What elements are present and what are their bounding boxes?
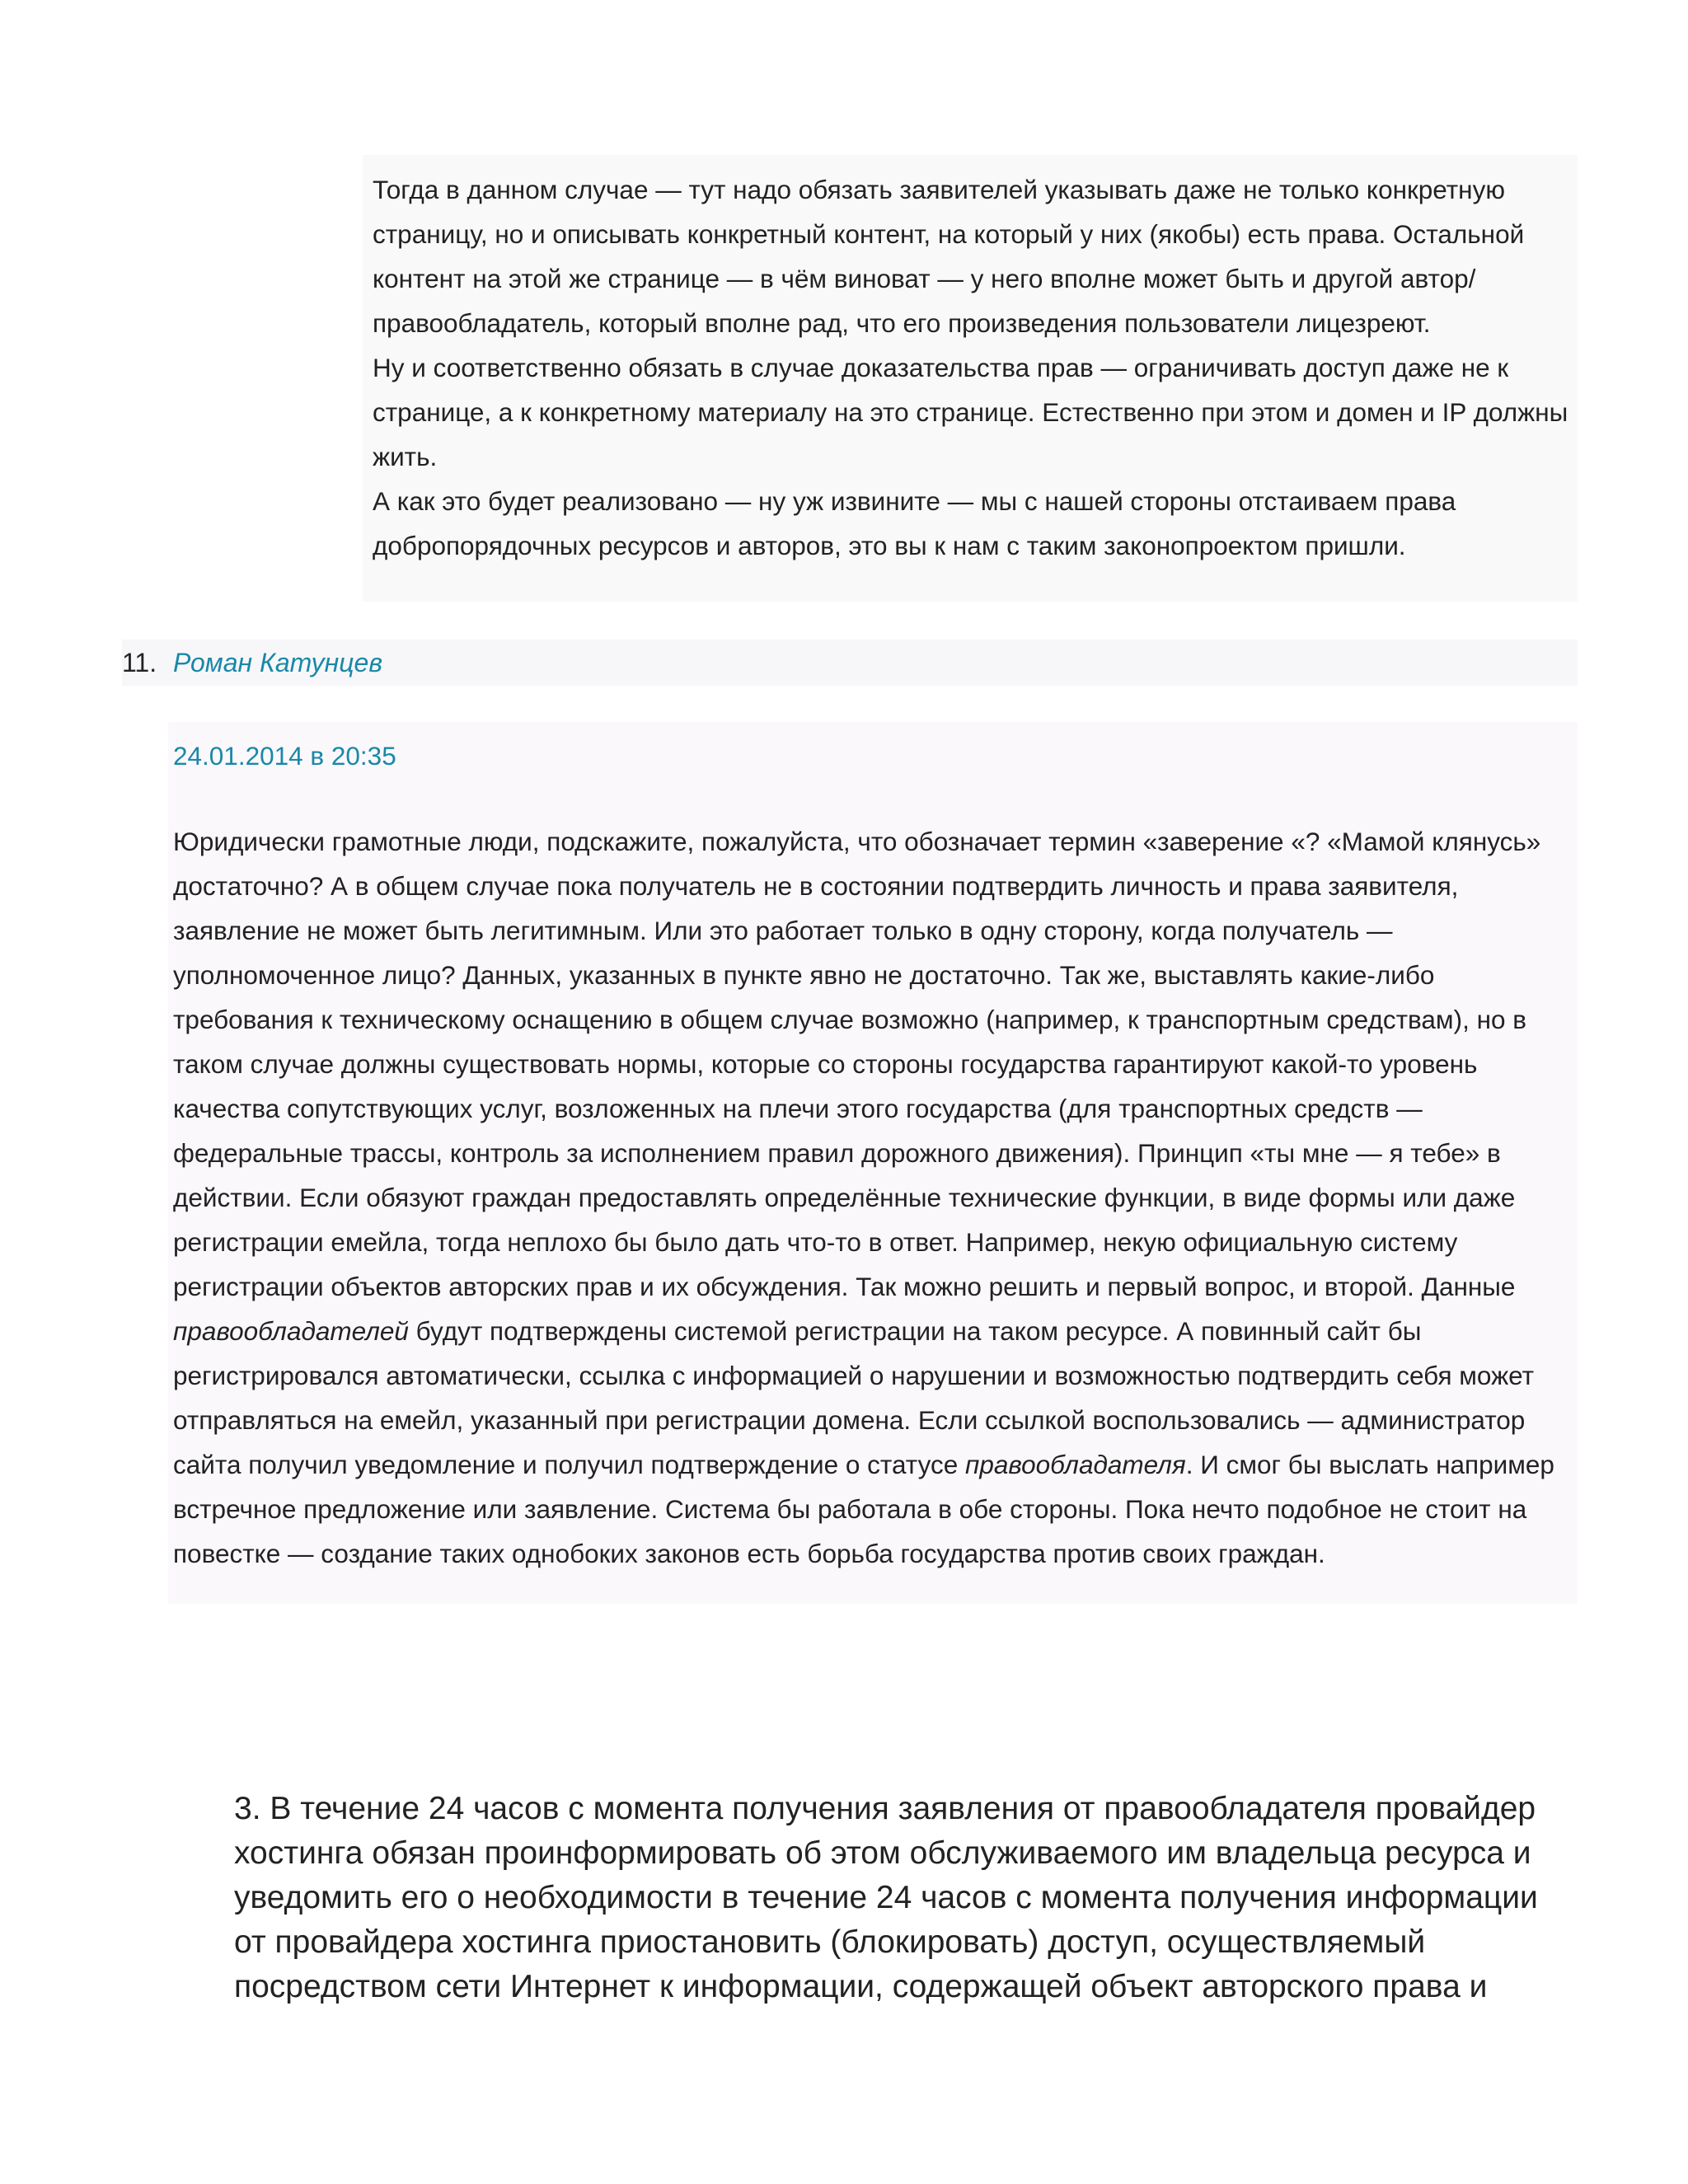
comment-text-part: будут подтверждены системой регистрации на таком ресурсе. А повинный сайт бы регистрировался автоматически, ссылка с информацией о нарушении и возможностью подтвердить себя может отправляться на емейл, указанный при регистрации домена. Если ссылкой воспользовались — администратор сайта получил уведомление и получил подтверждение о статусе <box>173 1316 1535 1479</box>
comment-date-link[interactable]: 24.01.2014 в 20:35 <box>173 741 396 771</box>
quote-paragraph: Ну и соответственно обязать в случае доказательства прав — ограничивать доступ даже не к странице, а к конкретному материалу на это странице. Естественно при этом и домен и IP должны жить. <box>373 353 1568 471</box>
comment-text-part: . И смог бы выслать например встречное предложение или заявление. Система бы работала в обе стороны. Пока нечто подобное не стоит на повестке — создание таких однобоких законов есть борьба государства против своих граждан. <box>173 1450 1554 1568</box>
quote-paragraph: А как это будет реализовано — ну уж извините — мы с нашей стороны отстаиваем права добропорядочных ресурсов и авторов, это вы к нам с таким законопроектом пришли. <box>373 486 1456 560</box>
comment-body <box>168 722 1578 1604</box>
quoted-reply <box>363 155 1578 602</box>
comment-header <box>122 640 1578 686</box>
quote-paragraph: Тогда в данном случае — тут надо обязать заявителей указывать даже не только конкретную страницу, но и описывать конкретный контент, на который у них (якобы) есть права. Остальной контент на этой же странице — в чём виноват — у него вполне может быть и другой автор/правообладатель, который вполне рад, что его произведения пользователи лицезреют. <box>373 175 1525 338</box>
comment-number: 11. <box>122 648 157 677</box>
comment-text <box>173 819 1574 1576</box>
comment-author-link[interactable]: Роман Катунцев <box>173 648 383 677</box>
comment-text-part: Юридически грамотные люди, подскажите, пожалуйста, что обозначает термин «заверение «? «Мамой клянусь» достаточно? А в общем случае пока получатель не в состоянии подтвердить личность и права заявителя, заявление не может быть легитимным. Или это работает только в одну сторону, когда получатель — уполномоченное лицо? Данных, указанных в пункте явно не достаточно. Так же, выставлять какие-либо требования к техническому оснащению в общем случае возможно (например, к транспортным средствам), но в таком случае должны существовать нормы, которые со стороны государства гарантируют какой-то уровень качества сопутствующих услуг, возложенных на плечи этого государства (для транспортных средств — федеральные трассы, контроль за исполнением правил дорожного движения). Принцип «ты мне — я тебе» в действии. Если обязуют граждан предоставлять определённые технические функции, в виде формы или даже регистрации емейла, тогда неплохо бы было дать что-то в ответ. Например, некую официальную систему регистрации объектов авторских прав и их обсуждения. Так можно решить и первый вопрос, и второй. Данные <box>173 827 1541 1301</box>
comment-text-emphasis: правообладателя <box>965 1450 1186 1479</box>
article-paragraph: 3. В течение 24 часов с момента получения заявления от правообладателя провайдер хостинга обязан проинформировать об этом обслуживаемого им владельца ресурса и уведомить его о необходимости в течение 24 часов с момента получения информации от провайдера хостинга приостановить (блокировать) доступ, осуществляемый посредством сети Интернет к информации, содержащей объект авторского права и <box>234 1791 1538 2004</box>
comment-text-emphasis: правообладателей <box>173 1316 409 1346</box>
